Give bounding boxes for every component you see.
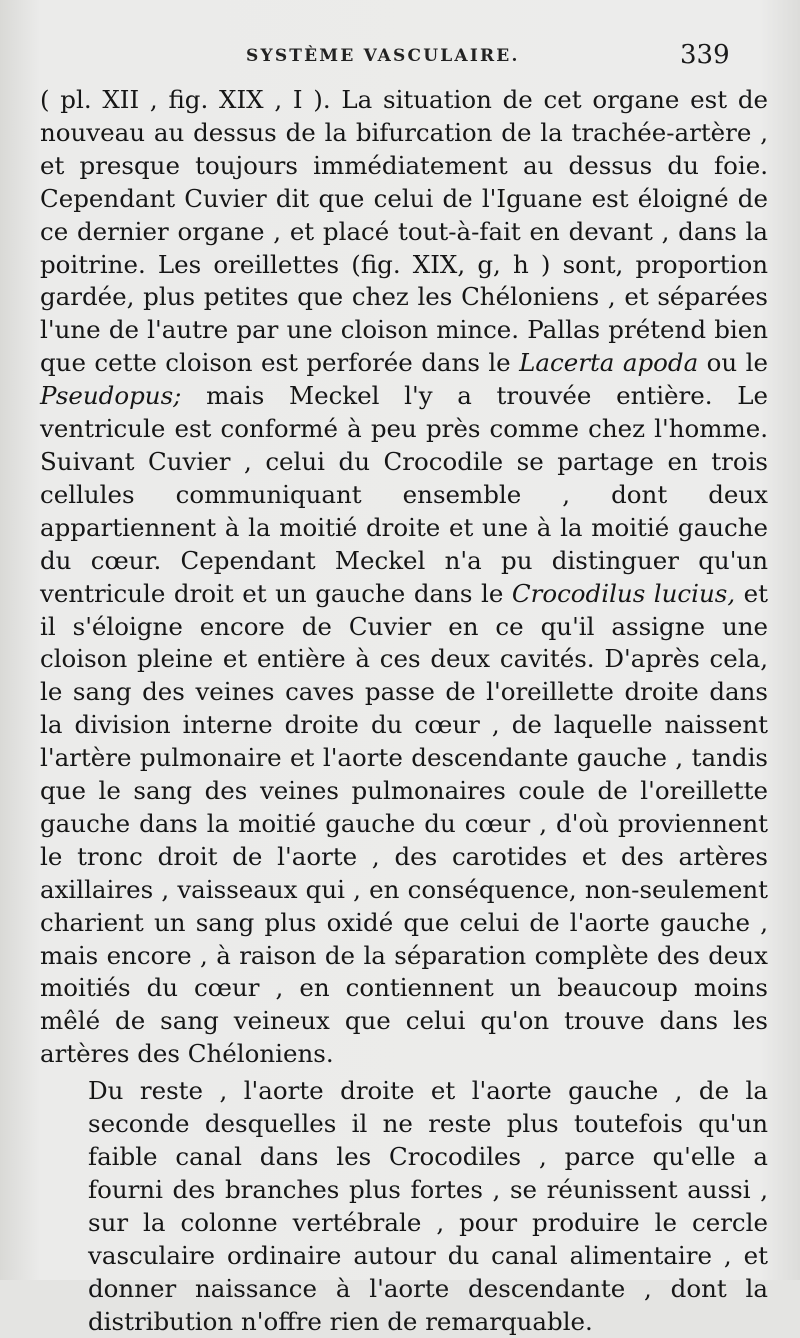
text-run: ( pl. XII , fig. XIX , I ). La situation de cet organe est de nouveau au dessus de la bifurcation de la trachée-artère , et presque toujours immédiatement au dessus du foie. Cependant Cuvier dit que celui de l'Iguane est éloigné de ce dernier organe , et placé tout-à-fait en devant , dans la poitrine. Les oreillettes (fig. XIX, g, h ) sont, proportion gardée, plus petites que chez les Chéloniens , et séparées l'une de l'autre par une cloison mince. Pallas prétend bien que cette cloison est perforée dans le — [40, 85, 768, 378]
paragraph-1 — [40, 84, 768, 1071]
page-number: 339 — [680, 40, 730, 70]
italic-taxon-crocodilus-lucius: Crocodilus lucius, — [511, 578, 736, 608]
paragraph-2 — [40, 1075, 768, 1338]
text-run: mais Meckel l'y a trouvée entière. Le ventricule est conformé à peu près comme chez l'homme. Suivant Cuvier , celui du Crocodile se partage en trois cellules communiquant ensemble , dont deux appartiennent à la moitié droite et une à la moitié gauche du cœur. Cependant Meckel n'a pu distinguer qu'un ventricule droit et un gauche dans le — [40, 381, 768, 608]
text-run: et il s'éloigne encore de Cuvier en ce qu'il assigne une cloison pleine et entière à ces deux cavités. D'après cela, le sang des veines caves passe de l'oreillette droite dans la division interne droite du cœur , de laquelle naissent l'artère pulmonaire et l'aorte descendante gauche , tandis que le sang des veines pulmonaires coule de l'oreillette gauche dans la moitié gauche du cœur , d'où proviennent le tronc droit de l'aorte , des carotides et des artères axillaires , vaisseaux qui , en conséquence, non-seulement charient un sang plus oxidé que celui de l'aorte gauche , mais encore , à raison de la séparation complète des deux moitiés du cœur , en contiennent un beaucoup moins mêlé de sang veineux que celui qu'on trouve dans les artères des Chéloniens. — [40, 578, 768, 1069]
running-title: SYSTÈME VASCULAIRE. — [246, 46, 520, 66]
italic-taxon-lacerta-apoda: Lacerta apoda — [519, 348, 699, 378]
text-run: Du reste , l'aorte droite et l'aorte gauche , de la seconde desquelles il ne reste plus toutefois qu'un faible canal dans les Crocodiles , parce qu'elle a fourni des branches plus fortes , se réunissent aussi , sur la colonne vertébrale , pour produire le cercle vasculaire ordinaire autour du canal alimentaire , et donner naissance à l'aorte descendante , dont la distribution n'offre rien de remarquable. — [88, 1076, 768, 1336]
body-text — [40, 84, 768, 1338]
text-run: ou le — [698, 348, 768, 378]
running-head — [0, 42, 800, 72]
italic-taxon-pseudopus: Pseudopus; — [40, 381, 182, 411]
